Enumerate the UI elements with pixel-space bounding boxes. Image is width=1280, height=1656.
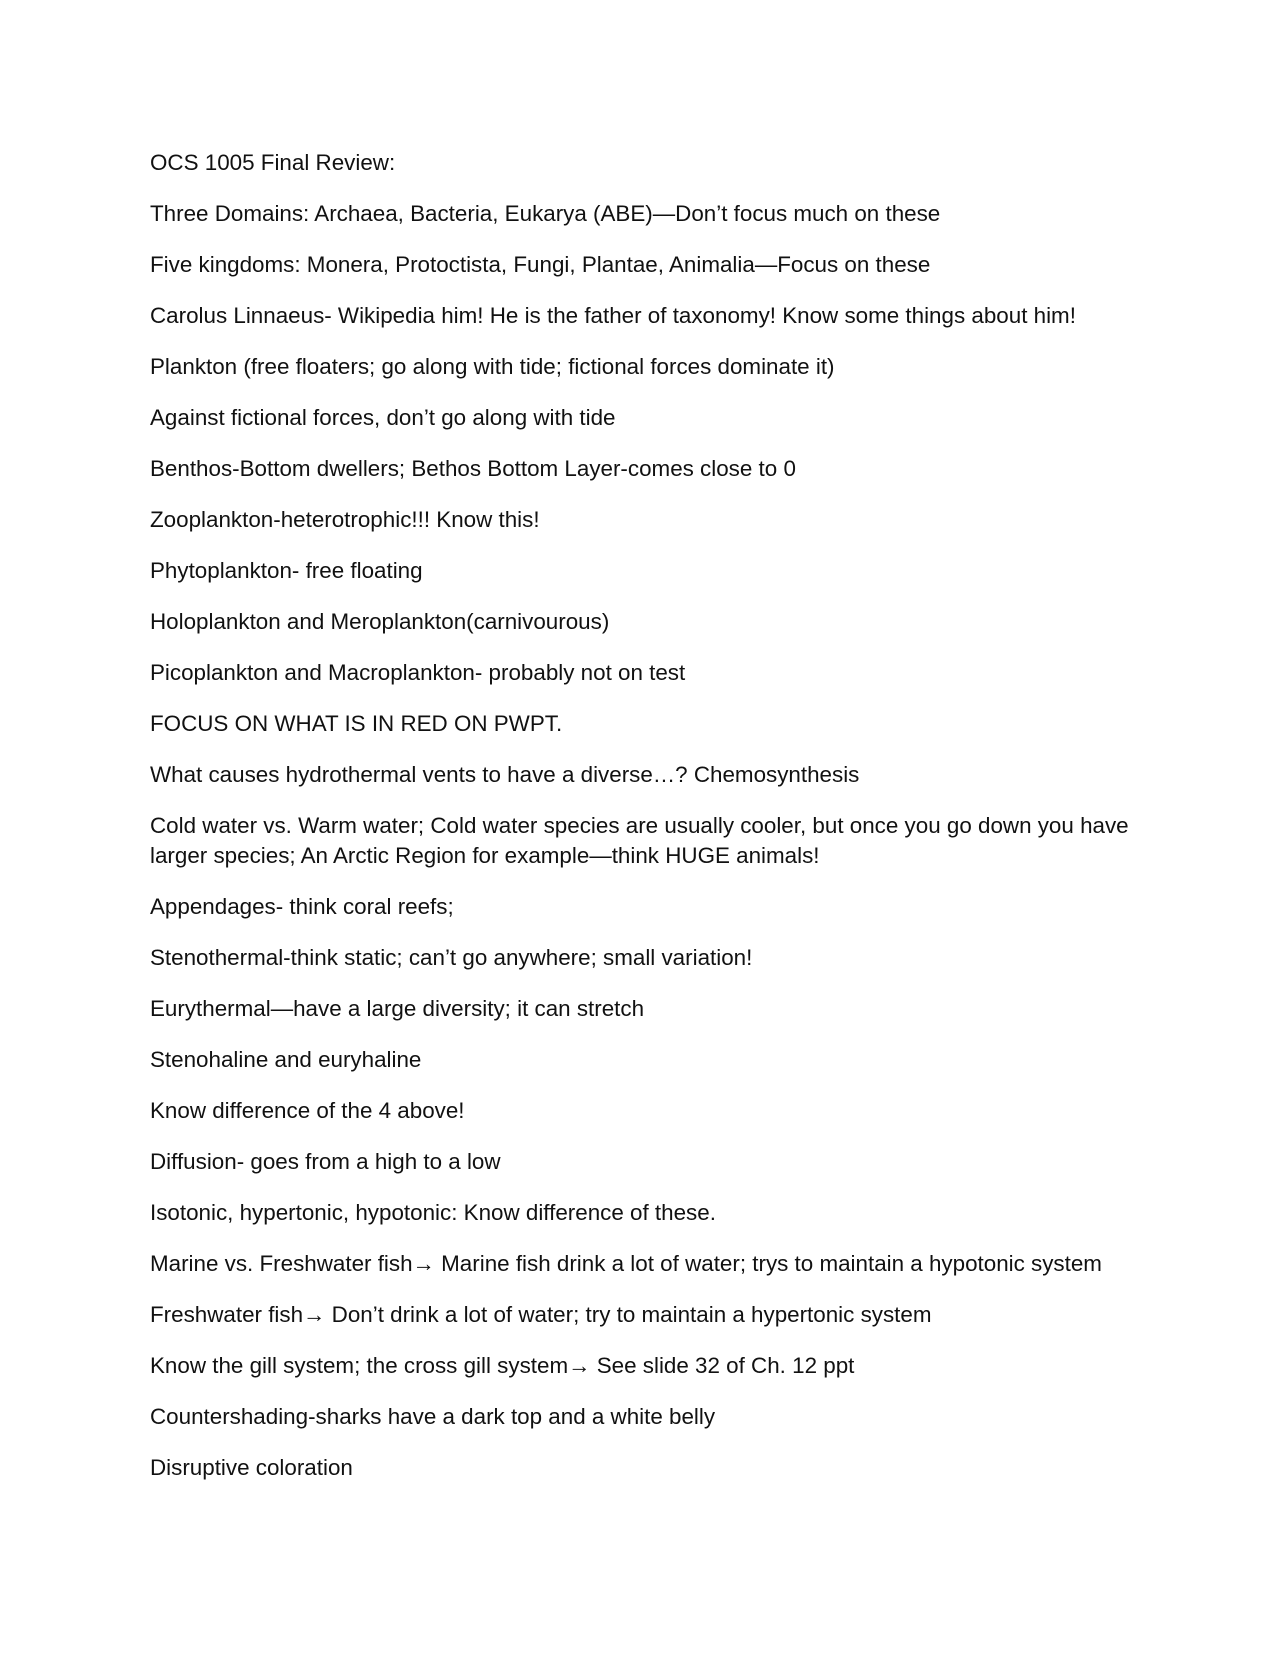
note-line: Zooplankton-heterotrophic!!! Know this!	[150, 507, 540, 532]
document-title: OCS 1005 Final Review:	[150, 150, 396, 175]
note-line: Appendages- think coral reefs;	[150, 894, 454, 919]
note-line: What causes hydrothermal vents to have a diverse…? Chemosynthesis	[150, 762, 860, 787]
note-line: Know the gill system; the cross gill system→ See slide 32 of Ch. 12 ppt	[150, 1353, 855, 1378]
note-line: FOCUS ON WHAT IS IN RED ON PWPT.	[150, 711, 563, 736]
note-line: Know difference of the 4 above!	[150, 1098, 465, 1123]
note-line: Carolus Linnaeus- Wikipedia him! He is the father of taxonomy! Know some things about him!	[150, 303, 1076, 328]
note-line: Benthos-Bottom dwellers; Bethos Bottom Layer-comes close to 0	[150, 456, 796, 481]
note-line: Eurythermal—have a large diversity; it can stretch	[150, 996, 645, 1021]
note-line: Countershading-sharks have a dark top and a white belly	[150, 1404, 716, 1429]
note-line: Plankton (free floaters; go along with tide; fictional forces dominate it)	[150, 354, 835, 379]
document-body	[150, 148, 1140, 1504]
note-line: Stenohaline and euryhaline	[150, 1047, 422, 1072]
note-line: Three Domains: Archaea, Bacteria, Eukarya (ABE)—Don’t focus much on these	[150, 201, 941, 226]
note-line: Against fictional forces, don’t go along with tide	[150, 405, 616, 430]
note-line: Freshwater fish→ Don’t drink a lot of water; try to maintain a hypertonic system	[150, 1302, 932, 1327]
note-line: Diffusion- goes from a high to a low	[150, 1149, 501, 1174]
note-line: Holoplankton and Meroplankton(carnivourous)	[150, 609, 610, 634]
note-line: Isotonic, hypertonic, hypotonic: Know difference of these.	[150, 1200, 716, 1225]
note-line: Cold water vs. Warm water; Cold water species are usually cooler, but once you go down you have larger species; An Arctic Region for example—think HUGE animals!	[150, 813, 1129, 868]
note-line: Stenothermal-think static; can’t go anywhere; small variation!	[150, 945, 753, 970]
note-line: Five kingdoms: Monera, Protoctista, Fungi, Plantae, Animalia—Focus on these	[150, 252, 931, 277]
note-line: Picoplankton and Macroplankton- probably not on test	[150, 660, 686, 685]
note-line: Phytoplankton- free floating	[150, 558, 423, 583]
note-line: Marine vs. Freshwater fish→ Marine fish drink a lot of water; trys to maintain a hypotonic system	[150, 1251, 1102, 1276]
note-line: Disruptive coloration	[150, 1455, 353, 1480]
